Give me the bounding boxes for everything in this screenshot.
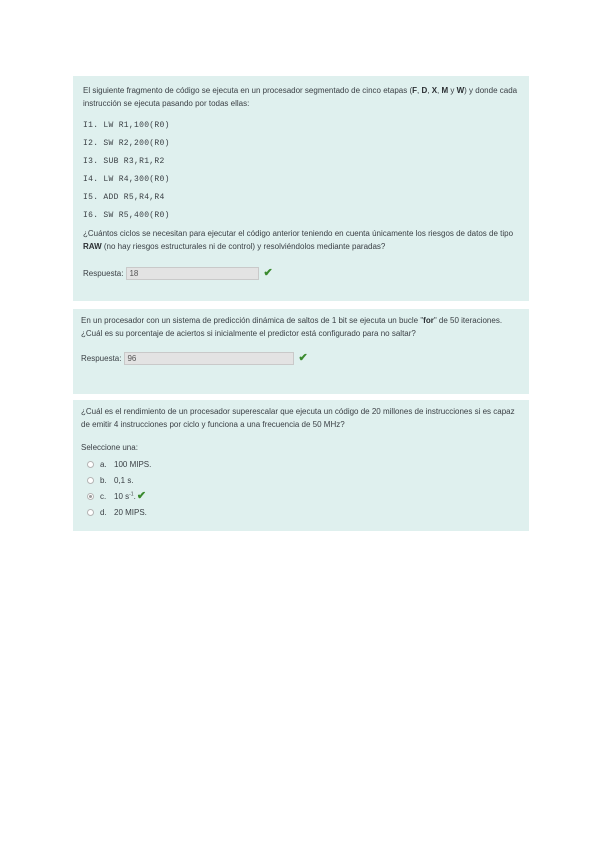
answer-row-2 xyxy=(81,352,521,365)
option-text: 0,1 s. xyxy=(114,475,134,485)
code-line: I5. ADD R5,R4,R4 xyxy=(83,193,165,202)
code-line: I1. LW R1,100(R0) xyxy=(83,121,170,130)
option-d[interactable] xyxy=(81,504,521,520)
check-icon: ✔ xyxy=(263,267,273,279)
check-icon: ✔ xyxy=(136,489,147,502)
select-one-label: Seleccione una: xyxy=(81,443,138,452)
code-line: I4. LW R4,300(R0) xyxy=(83,175,170,184)
option-text: 10 $s^{-1}$. xyxy=(114,490,136,501)
option-b[interactable] xyxy=(81,472,521,488)
answer-input-1[interactable]: 18 xyxy=(126,267,259,280)
option-letter: b. xyxy=(100,475,107,485)
radio-button[interactable] xyxy=(87,477,94,484)
answer-input-2[interactable]: 96 xyxy=(124,352,294,365)
option-text: 20 MIPS. xyxy=(114,507,147,517)
code-line: I6. SW R5,400(R0) xyxy=(83,211,170,220)
question-card-1 xyxy=(73,76,529,301)
code-listing xyxy=(83,117,519,225)
radio-button-selected[interactable] xyxy=(87,493,94,500)
question-1-intro: El siguiente fragmento de código se ejecuta en un procesador segmentado de cinco etapas (F, D, X, M y W) y donde cada instrucción se ejecuta pasando por todas ellas: xyxy=(83,86,518,108)
check-icon: ✔ xyxy=(298,352,308,364)
option-a[interactable] xyxy=(81,456,521,472)
option-letter: c. xyxy=(100,491,107,501)
answer-label: Respuesta: xyxy=(81,354,122,363)
question-card-2 xyxy=(73,309,529,394)
option-letter: a. xyxy=(100,459,107,469)
radio-button[interactable] xyxy=(87,509,94,516)
question-1-text: ¿Cuántos ciclos se necesitan para ejecutar el código anterior teniendo en cuenta únicamente los riesgos de datos de tipo RAW (no hay riesgos estructurales ni de control) y resolviéndolos mediante paradas? xyxy=(83,229,514,251)
option-letter: d. xyxy=(100,507,107,517)
answer-label: Respuesta: xyxy=(83,269,124,278)
radio-button[interactable] xyxy=(87,461,94,468)
question-2-text: ¿Cuál es su porcentaje de aciertos si inicialmente el predictor está configurado para no saltar? xyxy=(81,329,416,338)
question-3-text: ¿Cuál es el rendimiento de un procesador superescalar que ejecuta un código de 20 millones de instrucciones si es capaz de emitir 4 instrucciones por ciclo y funciona a una frecuencia de 50 MHz? xyxy=(81,407,515,429)
question-card-3 xyxy=(73,400,529,531)
question-2-intro: En un procesador con un sistema de predicción dinámica de saltos de 1 bit se ejecuta un bucle "for" de 50 iteraciones. xyxy=(81,316,503,325)
option-text: 100 MIPS. xyxy=(114,459,152,469)
option-c[interactable] xyxy=(81,488,521,504)
code-line: I2. SW R2,200(R0) xyxy=(83,139,170,148)
answer-row-1 xyxy=(83,267,519,280)
code-line: I3. SUB R3,R1,R2 xyxy=(83,157,165,166)
